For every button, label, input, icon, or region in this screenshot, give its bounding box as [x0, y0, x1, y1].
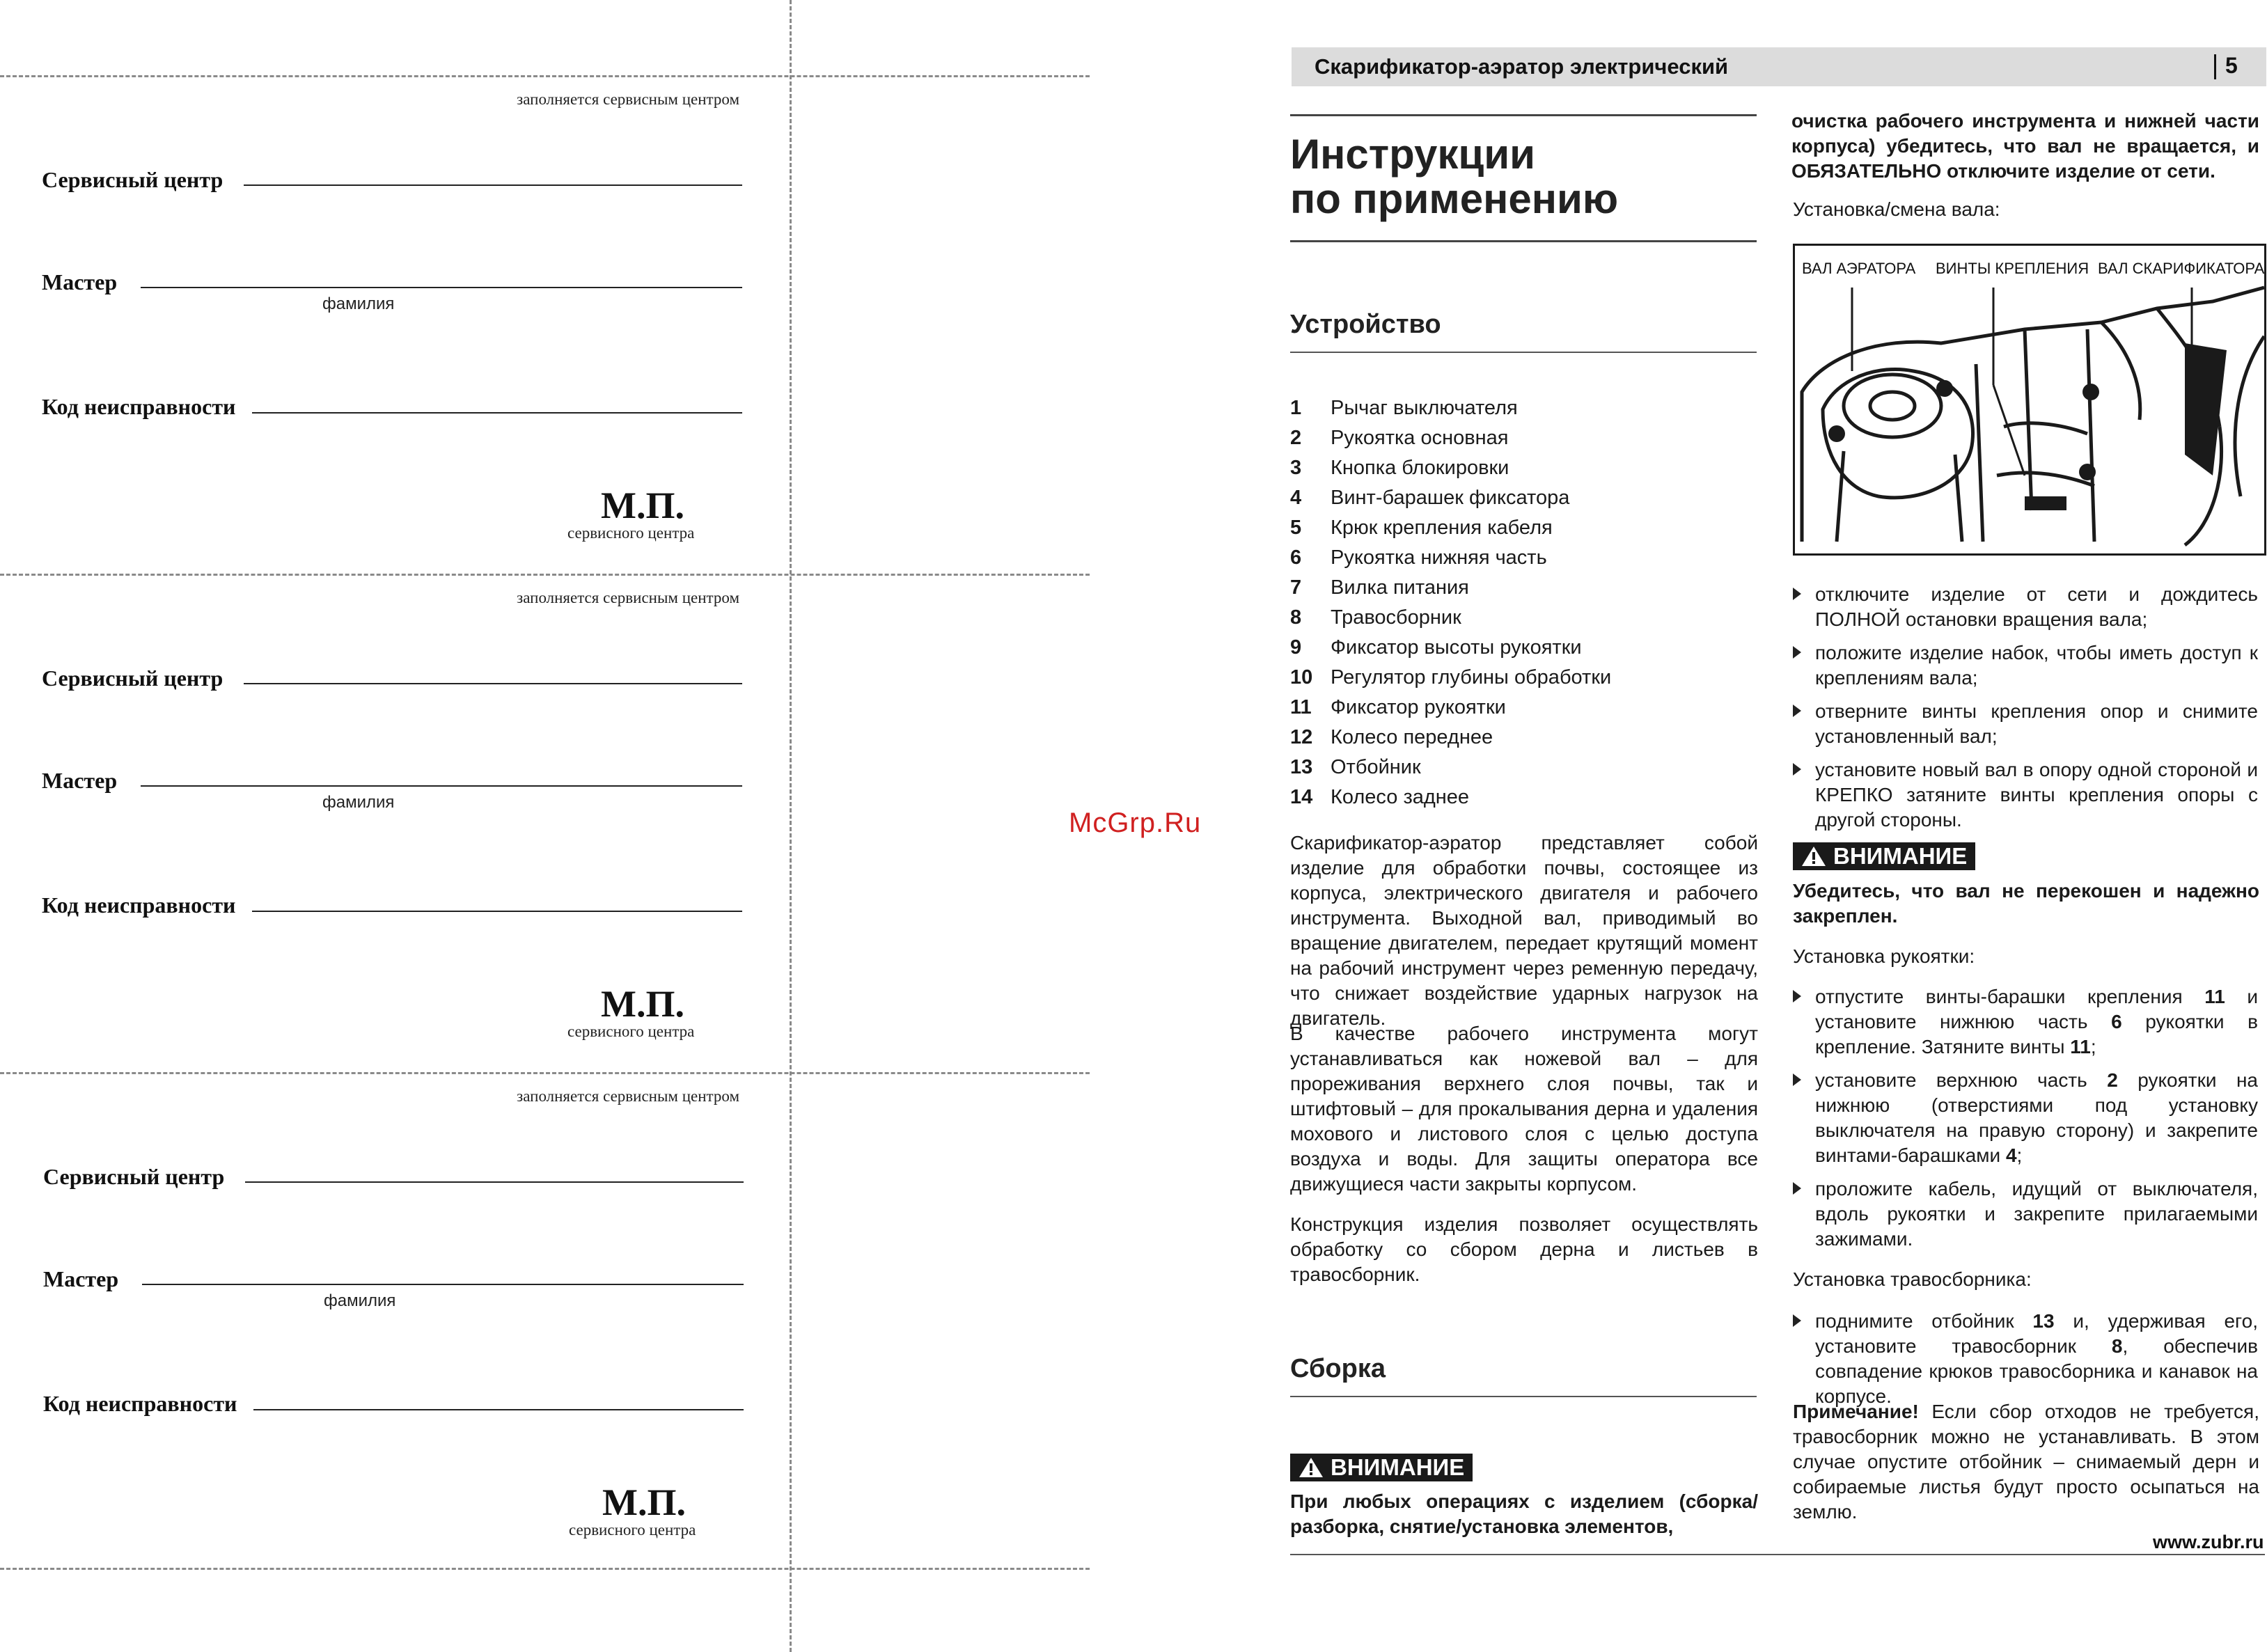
coupon-note: заполняется сервисным центром [517, 589, 739, 606]
master-line[interactable] [141, 785, 742, 787]
figure-label-aerator: ВАЛ АЭРАТОРА [1802, 260, 1916, 277]
part-number: 11 [1290, 696, 1312, 718]
step-text: установите верхнюю часть [1815, 1069, 2108, 1091]
step-text: рукоятки в крепление. Затяните винты [1815, 1011, 2258, 1057]
warning-label: ВНИМАНИЕ [1833, 843, 1968, 869]
warning-text-left: При любых операциях с изделием (сборка/разборка, снятие/установка элементов, [1290, 1490, 1758, 1537]
stamp-caption: сервисного центра [567, 524, 695, 542]
cut-line-vertical-1 [790, 0, 792, 1652]
part-label: Колесо переднее [1331, 726, 1493, 748]
step-text: ; [2090, 1036, 2096, 1057]
part-label: Винт-барашек фиксатора [1331, 487, 1570, 509]
warning-icon [1299, 1457, 1324, 1478]
stamp-label: М.П. [602, 1481, 686, 1523]
part-label: Рукоятка нижняя часть [1331, 546, 1547, 569]
part-label: Травосборник [1331, 606, 1461, 629]
shaft-step-text: отверните винты крепления опор и снимите установленный вал; [1815, 700, 2258, 747]
part-ref: 11 [2204, 986, 2225, 1007]
part-ref: 11 [2070, 1036, 2091, 1057]
device-heading: Устройство [1290, 310, 1441, 339]
part-ref: 8 [2111, 1335, 2123, 1357]
warning-badge-left [1290, 1454, 1473, 1481]
step-text: отпустите винты-барашки крепления [1815, 986, 2205, 1007]
header-title: Скарификатор-аэратор электрический [1315, 54, 1729, 79]
title-rule-top [1290, 114, 1757, 116]
step-text: и установите нижнюю часть [1815, 986, 2258, 1032]
part-number: 6 [1290, 546, 1302, 569]
part-number: 9 [1290, 636, 1302, 659]
bullet-arrow-icon [1793, 763, 1801, 776]
warning-badge-right [1793, 842, 1975, 870]
step-text: проложите кабель, идущий от выключателя, вдоль рукоятки и закрепите прилагаемыми зажимами. [1815, 1178, 2258, 1250]
fault-code-label: Код неисправности [43, 1391, 237, 1416]
service-coupon-2 [0, 575, 787, 1062]
page-title-line1: Инструкции [1290, 131, 1536, 178]
page-number: 5 [2225, 53, 2238, 78]
warning-icon [1801, 846, 1826, 867]
shaft-step-1 [1791, 582, 2258, 632]
part-label: Вилка питания [1331, 576, 1469, 599]
bullet-arrow-icon [1793, 990, 1801, 1002]
part-number: 4 [1290, 487, 1302, 509]
part-label: Отбойник [1331, 756, 1421, 778]
fault-code-line[interactable] [252, 911, 742, 912]
shaft-step-3 [1791, 699, 2258, 749]
part-ref: 4 [2005, 1144, 2017, 1166]
fault-code-label: Код неисправности [42, 394, 236, 419]
handle-title: Установка рукоятки: [1793, 945, 1975, 967]
master-label: Мастер [42, 269, 118, 294]
part-label: Фиксатор рукоятки [1331, 696, 1506, 718]
bullet-arrow-icon [1793, 1182, 1801, 1195]
part-ref: 6 [2111, 1011, 2122, 1032]
surname-caption: фамилия [324, 1291, 396, 1310]
master-label: Мастер [42, 768, 118, 793]
part-ref: 2 [2107, 1069, 2118, 1091]
part-number: 12 [1290, 726, 1313, 748]
service-center-label: Сервисный центр [42, 167, 223, 192]
step-text: , обеспечив совпадение крюков травосборника и канавок на корпусе. [1815, 1335, 2258, 1407]
part-number: 1 [1290, 397, 1302, 419]
stamp-label: М.П. [601, 983, 684, 1025]
master-label: Мастер [43, 1266, 119, 1291]
handle-step-3 [1791, 1177, 2258, 1252]
part-number: 3 [1290, 457, 1302, 479]
bullet-arrow-icon [1793, 1314, 1801, 1327]
bullet-arrow-icon [1793, 588, 1801, 600]
part-ref: 13 [2032, 1310, 2055, 1332]
continuation-text: очистка рабочего инструмента и нижней части корпуса) убедитесь, что вал не вращается, и ОБЯЗАТЕЛЬНО отключите изделие от сети. [1791, 110, 2259, 182]
service-center-line[interactable] [245, 1181, 744, 1183]
collector-step [1791, 1309, 2258, 1409]
service-center-label: Сервисный центр [43, 1164, 225, 1189]
part-label: Кнопка блокировки [1331, 457, 1509, 479]
part-number: 10 [1290, 666, 1313, 689]
service-center-line[interactable] [244, 184, 742, 186]
part-label: Крюк крепления кабеля [1331, 517, 1553, 539]
step-text: ; [2016, 1144, 2023, 1166]
service-coupon-1 [0, 77, 787, 564]
description-paragraph-3: Конструкция изделия позволяет осуществлять обработку со сбором дерна и листьев в травосборник. [1290, 1213, 1758, 1285]
step-text: и, удерживая его, установите травосборник [1815, 1310, 2258, 1357]
shaft-step-4 [1791, 757, 2258, 833]
title-rule-bottom [1290, 240, 1757, 242]
surname-caption: фамилия [322, 294, 395, 313]
coupon-note: заполняется сервисным центром [517, 91, 739, 108]
handle-step-2 [1791, 1068, 2258, 1168]
header-separator [2214, 54, 2216, 79]
part-label: Колесо заднее [1331, 786, 1470, 808]
bullet-arrow-icon [1793, 705, 1801, 717]
part-number: 14 [1290, 786, 1313, 808]
part-number: 2 [1290, 427, 1302, 449]
handle-step-1 [1791, 984, 2258, 1060]
part-label: Фиксатор высоты рукоятки [1331, 636, 1582, 659]
note-paragraph [1793, 1399, 2259, 1525]
description-paragraph-1: Скарификатор-аэратор представляет собой изделие для обработки почвы, состоящее из корпуса, электрического двигателя и рабочего инструмента. Выходной вал, приводимый во вращение двигателем, передает крутящий момент на рабочий инструмент через ременную передачу, что снижает воздействие ударных нагрузок на двигатель. [1290, 832, 1758, 1029]
bullet-arrow-icon [1793, 1073, 1801, 1086]
cut-line-4 [0, 1568, 1090, 1570]
shaft-step-2 [1791, 640, 2258, 691]
fault-code-line[interactable] [252, 412, 742, 414]
warning-text-right: Убедитесь, что вал не перекошен и надежно закреплен. [1793, 880, 2259, 927]
footer-url[interactable]: www.zubr.ru [2153, 1532, 2264, 1552]
collector-title: Установка травосборника: [1793, 1268, 2032, 1290]
assembly-heading-rule [1290, 1396, 1757, 1397]
shaft-title: Установка/смена вала: [1793, 198, 2000, 220]
warning-label: ВНИМАНИЕ [1331, 1454, 1465, 1480]
part-label: Рукоятка основная [1331, 427, 1509, 449]
step-text: рукоятки на нижнюю (отверстиями под установку выключателя на правую сторону) и закрепите винтами-барашками [1815, 1069, 2258, 1166]
footer-rule [1290, 1554, 2265, 1555]
page-title [1290, 132, 1618, 221]
service-center-line[interactable] [244, 683, 742, 684]
shaft-step-text: отключите изделие от сети и дождитесь ПОЛНОЙ остановки вращения вала; [1815, 583, 2258, 630]
figure-label-screws: ВИНТЫ КРЕПЛЕНИЯ [1936, 260, 2089, 277]
page-title-line2: по применению [1290, 175, 1619, 222]
part-number: 13 [1290, 756, 1313, 778]
shaft-step-text: установите новый вал в опору одной стороной и КРЕПКО затяните винты крепления опоры с другой стороны. [1815, 759, 2258, 831]
watermark: McGrp.Ru [1069, 808, 1202, 838]
description-paragraph-2: В качестве рабочего инструмента могут устанавливаться как ножевой вал – для прореживания верхнего слоя почвы, так и штифтовый – для прокалывания дерна и удаления мохового и листового слоя с целью доступа воздуха и воды. Для защиты оператора все движущиеся части закрыты корпусом. [1290, 1023, 1758, 1195]
step-text: поднимите отбойник [1815, 1310, 2033, 1332]
part-label: Рычаг выключателя [1331, 397, 1518, 419]
fault-code-line[interactable] [253, 1409, 744, 1410]
part-label: Регулятор глубины обработки [1331, 666, 1612, 689]
part-number: 8 [1290, 606, 1302, 629]
stamp-caption: сервисного центра [569, 1521, 696, 1539]
shaft-step-text: положите изделие набок, чтобы иметь доступ к креплениям вала; [1815, 642, 2258, 689]
service-coupon-3 [0, 1073, 787, 1561]
surname-caption: фамилия [322, 793, 395, 812]
master-line[interactable] [141, 287, 742, 288]
stamp-label: М.П. [601, 485, 684, 526]
assembly-heading: Сборка [1290, 1354, 1386, 1383]
figure-label-scarifier: ВАЛ СКАРИФИКАТОРА [2098, 260, 2265, 277]
service-center-label: Сервисный центр [42, 666, 223, 691]
part-number: 7 [1290, 576, 1302, 599]
bullet-arrow-icon [1793, 646, 1801, 659]
coupon-note: заполняется сервисным центром [517, 1087, 739, 1105]
note-text: Если сбор отходов не требуется, травосборник можно не устанавливать. В этом случае опустите отбойник – снимаемый дерн и собираемые листья будут просто осыпаться на землю. [1793, 1401, 2259, 1523]
fault-code-label: Код неисправности [42, 892, 236, 918]
device-heading-rule [1290, 352, 1757, 353]
scarifier-drawing [1795, 246, 2264, 553]
note-label: Примечание! [1793, 1401, 1919, 1422]
master-line[interactable] [142, 1284, 744, 1285]
shaft-installation-figure [1793, 244, 2266, 556]
stamp-caption: сервисного центра [567, 1023, 695, 1040]
part-number: 5 [1290, 517, 1302, 539]
